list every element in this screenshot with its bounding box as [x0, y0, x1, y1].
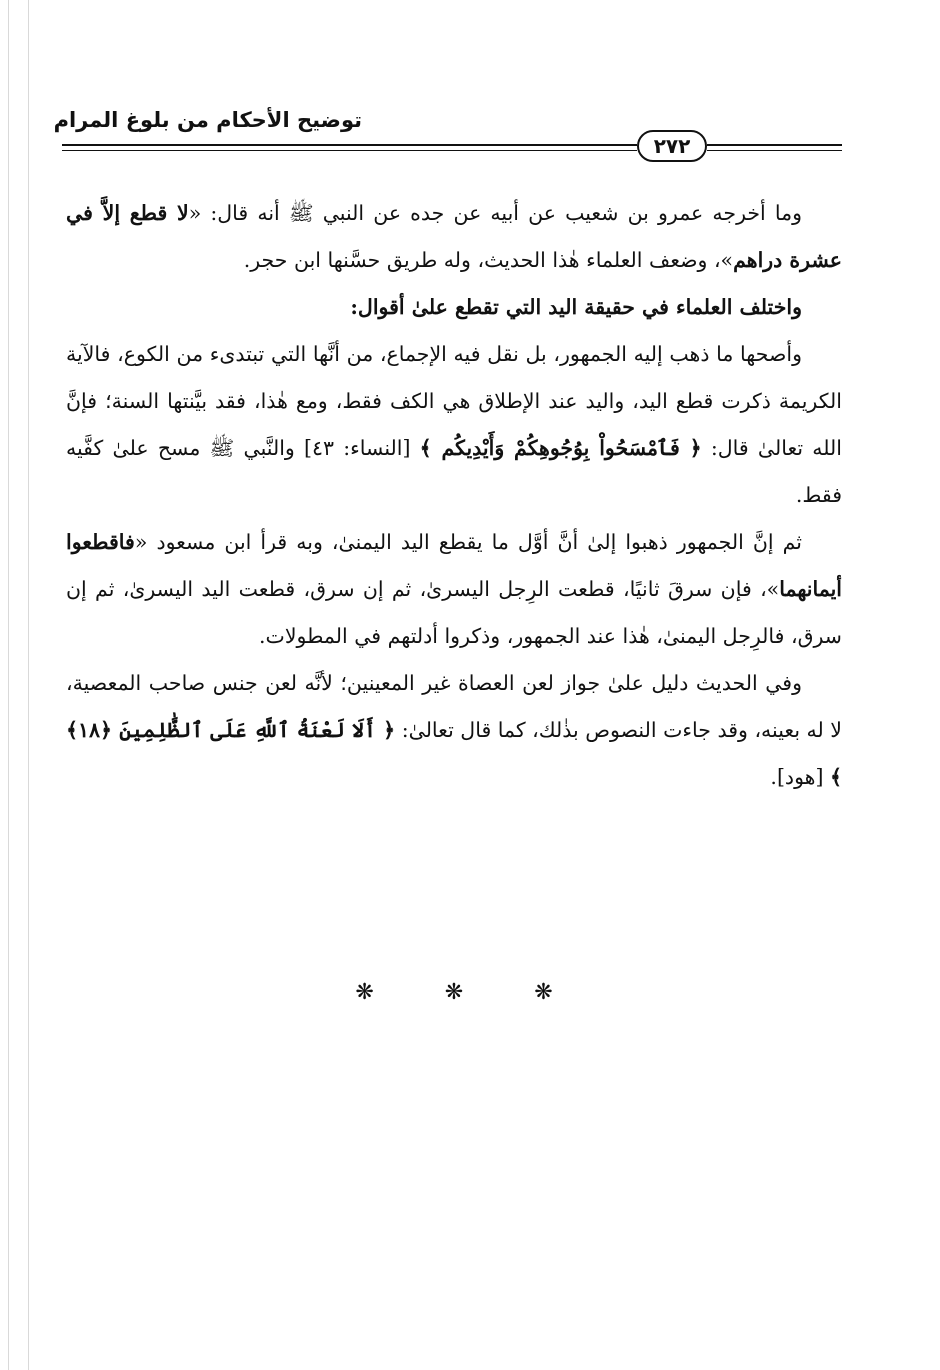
text-run: [هود]. [770, 765, 830, 789]
header-rule [707, 144, 842, 146]
text-run: »، وضعف العلماء هٰذا الحديث، وله طريق حسَّنها ابن حجر. [243, 248, 734, 272]
section-separator: ❋ ❋ ❋ [355, 980, 585, 1005]
text-run: »، فإن سرقَ ثانيًا، قطعت الرِجل اليسرىٰ، ثم إن سرق، قطعت اليد اليسرىٰ، ثم إن سرق، فالرِجل اليمنىٰ، هٰذا عند الجمهور، وذكروا أدلتهم في المطولات. [66, 577, 842, 648]
paragraph [66, 519, 842, 660]
running-title: توضيح الأحكام من بلوغ المرام [53, 108, 362, 132]
text-run: [النساء: ٤٣] والنَّبي ﷺ مسح علىٰ كفَّيه فقط. [66, 436, 842, 507]
paragraph [66, 331, 842, 519]
text-run: ثم إنَّ الجمهور ذهبوا إلىٰ أنَّ أوَّل ما يقطع اليد اليمنىٰ، وبه قرأ ابن مسعود « [134, 530, 802, 554]
quran-reading-quote: فاقطعوا أيمانهما [66, 530, 842, 601]
hadith-quote: لا قطع إلاَّ في عشرة دراهم [66, 201, 842, 272]
text-run: وما أخرجه عمرو بن شعيب عن أبيه عن جده عن النبي ﷺ أنه قال: « [188, 201, 802, 225]
section-heading: واختلف العلماء في حقيقة اليد التي تقطع علىٰ أقوال: [350, 295, 802, 319]
page-body [66, 190, 842, 801]
quran-verse: ﴿ فَٱمْسَحُواْ بِوُجُوهِكُمْ وَأَيْدِيكُم ﴾ [419, 436, 702, 460]
page-header [53, 100, 842, 160]
text-run: وفي الحديث دليل علىٰ جواز لعن العصاة غير المعينين؛ لأنَّه لعن جنس صاحب المعصية، لا له بعينه، وقد جاءت النصوص بذٰلك، كما قال تعالىٰ: [66, 671, 842, 742]
paragraph [66, 190, 842, 284]
scan-edge-line [8, 0, 9, 1370]
header-rule [62, 144, 637, 146]
header-rule [707, 150, 842, 151]
paragraph [66, 660, 842, 801]
quran-verse: ﴿ أَلَا لَعْنَةُ ٱللَّهِ عَلَى ٱلظَّٰلِمِينَ ﴿١٨﴾ ﴾ [66, 718, 842, 789]
header-rule [62, 150, 637, 151]
page-number: ٢٧٢ [637, 130, 707, 162]
scan-edge-line [28, 0, 29, 1370]
text-run: وأصحها ما ذهب إليه الجمهور، بل نقل فيه الإجماع، من أنَّها التي تبتدىء من الكوع، فالآية الكريمة ذكرت قطع اليد، واليد عند الإطلاق هي الكف فقط، ومع هٰذا، فقد بيَّنتها السنة؛ فإنَّ الله تعالىٰ قال: [66, 342, 842, 460]
